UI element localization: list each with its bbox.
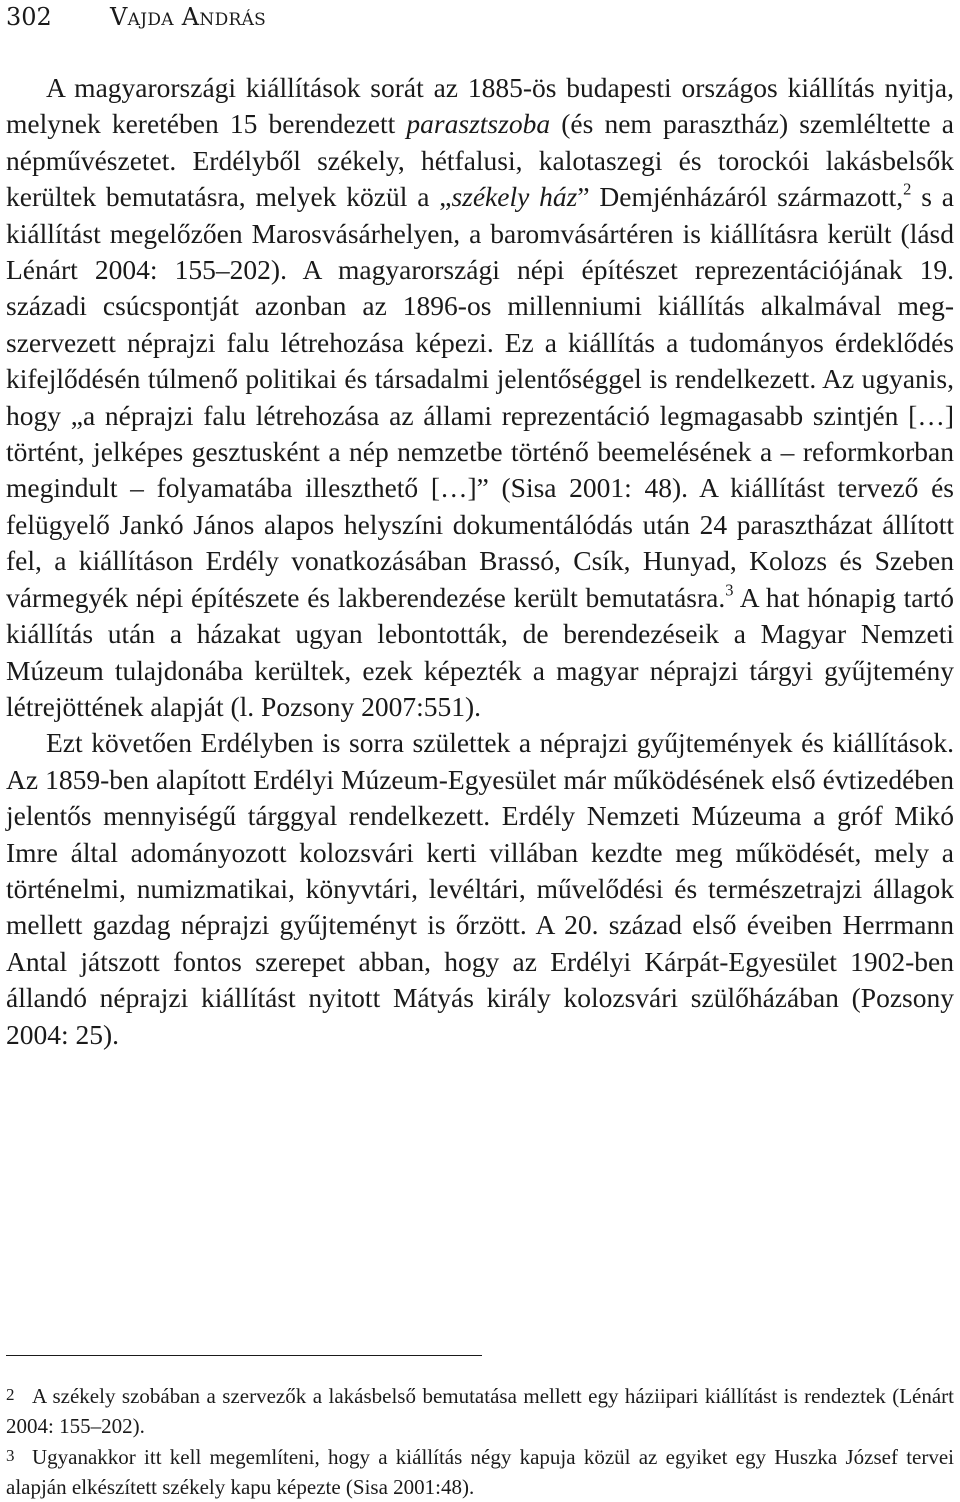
paragraph-1-text-d: s a kiállítást megelőzően Marosvásárhelyen, a baromvásártéren is kiállításra került (lásd Lénárt 2004: 155–202). A magyarországi népi építészet reprezentációjának 19. századi csúcspontját azonban az 1896-os millenniumi kiállítás alkalmával megszervezett néprajzi falu létrehozása képezi. Ez a kiállítás a tudományos érdeklődés kifejlődésén túlmenő politikai és társadalmi jelentőséggel is rendelkezett. Az ugyanis, hogy „a néprajzi falu létrehozása az állami reprezentáció legmagasabb szintjén […] történt, jelképes gesztusként a nép nemzetbe történő beemelésének a – reformkorban megindult – folyamatába illeszthető […]” (Sisa 2001: 48). A kiállítást tervező és felügyelő Jankó János alapos helyszíni dokumentálódás után 24 parasztházat állított fel, a kiállításon Erdély vonatkozásában Brassó, Csík, Hunyad, Kolozs és Szeben vármegyék népi építészete és lakberendezése került bemutatásra. [6,181,954,613]
paragraph-1 [6,70,954,725]
running-head-author: Vajda András [110,3,267,31]
footnote-2 [6,1380,954,1441]
footnote-separator [6,1355,482,1356]
body-text [6,70,954,1053]
footnote-2-mark: 2 [6,1385,15,1404]
footnote-3-mark: 3 [6,1446,15,1465]
footnote-2-text: A székely szobában a szervezők a lakásbelső bemutatása mellett egy háziipari kiállítást is rendeztek (Lénárt 2004: 155–202). [6,1384,954,1438]
footnote-3-text: Ugyanakkor itt kell megemlíteni, hogy a kiállítás négy kapuja közül az egyiket egy Huszka József tervei alapján elkészített székely kapu képezte (Sisa 2001:48). [6,1445,954,1499]
footnote-ref-3[interactable]: 3 [725,580,734,600]
paragraph-1-text-c: ” Demjénházáról származott, [577,181,904,213]
page-number: 302 [6,3,52,31]
footnote-ref-2[interactable]: 2 [903,179,912,199]
paragraph-2: Ezt követően Erdélyben is sorra születtek a néprajzi gyűjtemények és kiállítások. Az 1859-ben alapított Erdélyi Múzeum-Egyesület már működésének első évtizedében jelentős mennyiségű tárggyal rendelkezett. Erdély Nemzeti Múzeuma a gróf Mikó Imre által adományozott kolozsvári kerti villában kezdte meg működését, mely a történelmi, numizmatikai, könyvtári, levéltári, művelődési és természetrajzi állagok mellett gazdag néprajzi gyűjteményt is őrzött. A 20. század első éveiben Herrmann Antal játszott fontos szerepet abban, hogy az Erdélyi Kárpát-Egyesület 1902-ben állandó néprajzi kiállítást nyitott Mátyás király kolozsvári szülőházában (Pozsony 2004: 25). [6,727,954,1050]
footnote-3 [6,1441,954,1502]
paragraph-1-text-e: A hat hónapig tartó kiállítás után a házakat ugyan lebontották, de berendezéseik a Magyar Nemzeti Múzeum tulajdonába kerültek, ezek képezték a magyar néprajzi tárgyi gyűjtemény létrejöttének alapját (l. Pozsony 2007:551). [6,581,954,722]
italic-term-szekely-haz: székely ház [451,181,578,213]
running-head [6,2,266,32]
italic-term-parasztszoba: parasztszoba [406,108,551,140]
paragraph-1-text-a: A magyarországi kiállítások sorát az 1885-ös budapesti országos kiállítás nyitja, melynek keretében 15 berendezett [6,72,954,140]
footnotes [6,1380,954,1502]
paragraph-1-text-b: (és nem parasztház) szemléltette a népművészetet. Erdélyből székely, hétfalusi, kalotaszegi és torockói lakásbelsők kerültek bemutatásra, melyek közül a „ [6,108,954,213]
